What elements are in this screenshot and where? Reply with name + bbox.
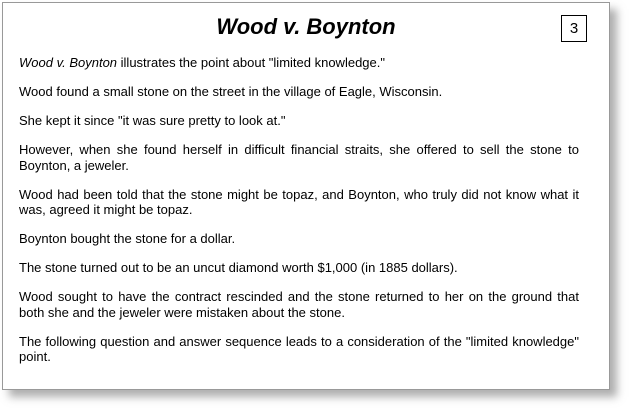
paragraph: The stone turned out to be an uncut diamond worth $1,000 (in 1885 dollars). (19, 260, 458, 275)
paragraph: Wood found a small stone on the street in the village of Eagle, Wisconsin. (19, 84, 443, 99)
page-number-box (561, 15, 587, 42)
paragraph: The following question and answer sequence leads to a consideration of the "limited knowledge" point. (19, 333, 579, 364)
paragraph-intro (19, 55, 579, 71)
paragraph: Wood sought to have the contract rescinded and the stone returned to her on the ground that both she and the jeweler were mistaken about the stone. (19, 289, 579, 320)
paragraph-intro-rest: illustrates the point about "limited knowledge." (117, 55, 385, 70)
slide-body (19, 55, 579, 365)
paragraph: Boynton bought the stone for a dollar. (19, 231, 236, 246)
slide (2, 2, 610, 390)
slide-title: Wood v. Boynton (216, 14, 396, 39)
page-number: 3 (569, 20, 579, 37)
case-name: Wood v. Boynton (19, 55, 118, 70)
paragraph: However, when she found herself in difficult financial straits, she offered to sell the stone to Boynton, a jeweler. (19, 142, 579, 173)
paragraph: Wood had been told that the stone might be topaz, and Boynton, who truly did not know what it was, agreed it might be topaz. (19, 186, 579, 217)
paragraph: She kept it since "it was sure pretty to look at." (19, 113, 286, 128)
